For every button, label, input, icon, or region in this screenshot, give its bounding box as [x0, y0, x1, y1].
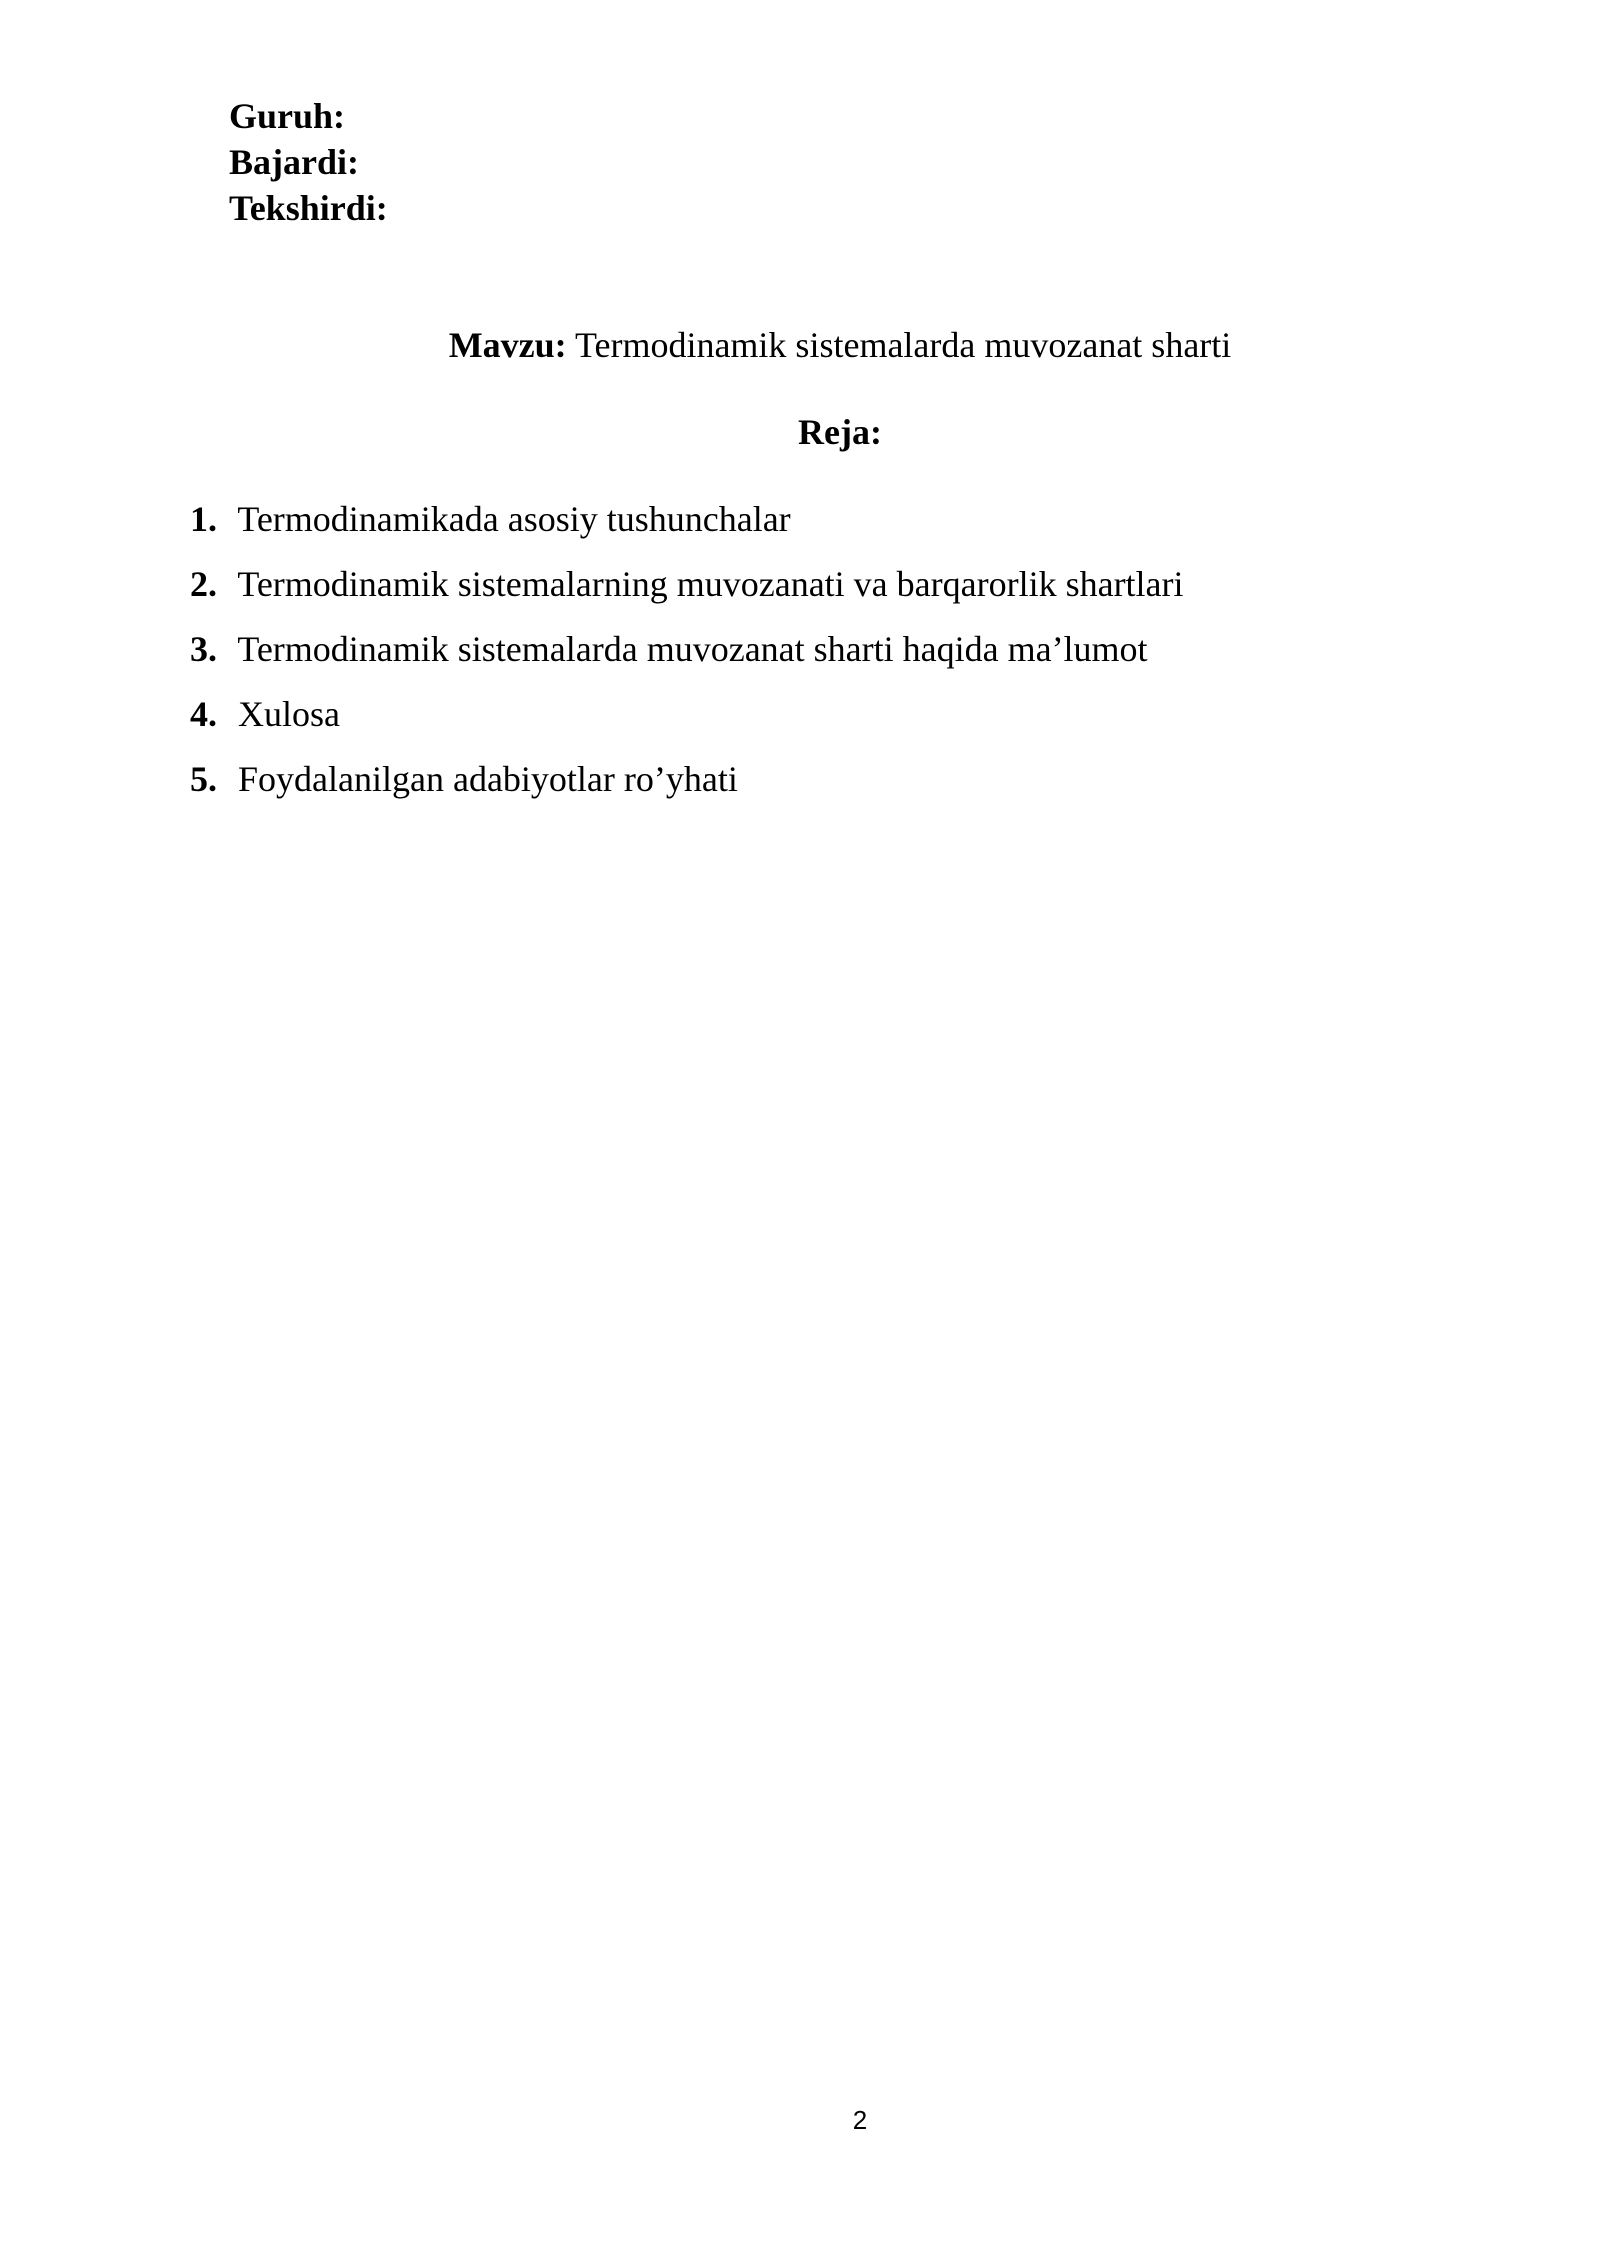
group-label: Guruh: [229, 96, 346, 136]
page-number: 2 [852, 2105, 868, 2135]
plan-item-text: Xulosa [229, 694, 340, 734]
plan-item [190, 756, 1184, 821]
plan-item [190, 561, 1184, 626]
plan-item-number: 2. [190, 564, 217, 604]
topic-line [0, 322, 1600, 368]
plan-list [190, 496, 1184, 821]
author-info-block [229, 93, 388, 231]
plan-item-number: 3. [190, 629, 217, 669]
checked-by-label: Tekshirdi: [229, 188, 388, 228]
plan-item-text: Termodinamikada asosiy tushunchalar [229, 499, 791, 539]
plan-item [190, 691, 1184, 756]
plan-item-number: 1. [190, 499, 217, 539]
plan-item-number: 4. [190, 694, 217, 734]
plan-item [190, 626, 1184, 691]
plan-heading: Reja: [798, 412, 882, 452]
plan-item-text: Termodinamik sistemalarning muvozanati va barqarorlik shartlari [229, 564, 1184, 604]
plan-item-text: Termodinamik sistemalarda muvozanat sharti haqida ma’lumot [229, 629, 1148, 669]
topic-label: Mavzu: [448, 325, 567, 365]
topic-title: Termodinamik sistemalarda muvozanat sharti [566, 325, 1232, 365]
plan-item-text: Foydalanilgan adabiyotlar ro’yhati [229, 759, 738, 799]
performed-by-label: Bajardi: [229, 142, 359, 182]
plan-item-number: 5. [190, 759, 217, 799]
plan-item [190, 496, 1184, 561]
